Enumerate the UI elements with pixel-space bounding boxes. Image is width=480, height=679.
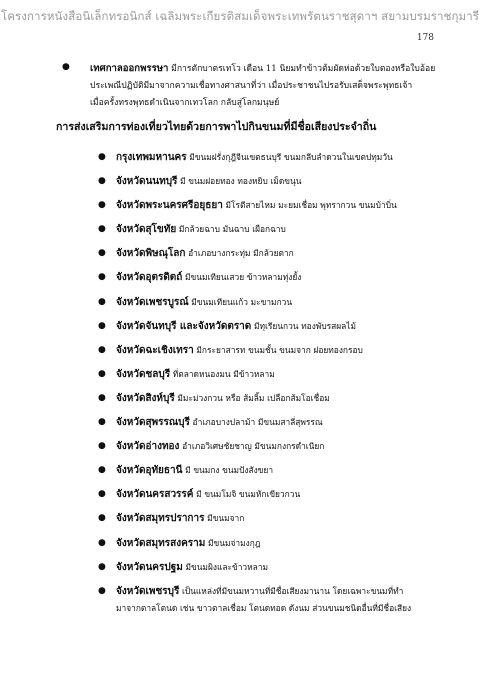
province-desserts: มีขนมผิงและข้าวหลาม bbox=[182, 561, 268, 572]
province-name: จังหวัดอุทัยธานี bbox=[116, 465, 183, 477]
bullet-icon: ● bbox=[98, 585, 106, 596]
province-name: จังหวัดสมุทรปราการ bbox=[116, 513, 205, 525]
province-desserts: มีมะม่วงกวน หรือ ส้มลิ้ม เปลือกส้มโอเชื่อม bbox=[174, 392, 330, 403]
province-name: จังหวัดนครสวรรค์ bbox=[116, 489, 194, 501]
bullet-icon: ● bbox=[98, 272, 106, 283]
list-item bbox=[98, 390, 458, 414]
list-item bbox=[98, 414, 458, 438]
list-item bbox=[98, 318, 458, 342]
province-desserts: มี ขนมฝอยทอง ทองหยิบ เม็ดขนุน bbox=[177, 176, 302, 187]
province-desserts: มีขนมเทียนแก้ว มะขามกวน bbox=[188, 296, 293, 307]
province-name: จังหวัดสุโขทัย bbox=[116, 224, 177, 236]
list-item bbox=[98, 462, 458, 486]
province-desserts: มีขนมเทียนเสวย ข้าวหลามทุ่งยั้ง bbox=[182, 272, 302, 283]
province-name: จังหวัดอ่างทอง bbox=[116, 441, 180, 453]
list-item bbox=[98, 245, 458, 269]
province-desserts-continued: มาจากตาลโตนด เช่น ขาวตาลเชื่อม โตนดทอด ดังนม ส่วนขนมชนิดอื่นที่มีชื่อเสียง bbox=[116, 602, 412, 613]
list-item bbox=[98, 173, 458, 197]
bullet-icon: ● bbox=[98, 441, 106, 452]
province-desserts: มีขนมจาก bbox=[204, 513, 245, 524]
list-item bbox=[98, 342, 458, 366]
province-dessert-list bbox=[98, 149, 458, 617]
province-desserts: มีโรตีสายไหม มะยมเชื่อม พุทรากวน ขนมบ้าบิ่น bbox=[222, 200, 397, 211]
bullet-icon: ● bbox=[98, 489, 106, 500]
province-name: จังหวัดสิงห์บุรี bbox=[116, 392, 175, 404]
province-name: จังหวัดเพชรบุรี bbox=[116, 585, 180, 597]
province-desserts: อำเภอบางกระทุ่ม มีกล้วยตาก bbox=[185, 248, 294, 259]
bullet-icon: ● bbox=[98, 537, 106, 548]
province-name: กรุงเทพมหานคร bbox=[116, 152, 187, 163]
bullet-icon: ● bbox=[98, 320, 106, 331]
province-name: จังหวัดพระนครศรีอยุธยา bbox=[116, 200, 223, 212]
province-name: จังหวัดนนทบุรี bbox=[116, 176, 178, 188]
bullet-icon: ● bbox=[98, 344, 106, 355]
list-item bbox=[98, 510, 458, 534]
intro-term: เทศกาลออกพรรษา bbox=[90, 63, 169, 74]
list-item bbox=[98, 583, 458, 617]
bullet-icon: ● bbox=[98, 200, 106, 211]
bullet-icon: ● bbox=[62, 62, 70, 72]
province-desserts: อำเภอบางปลาม้า มีขนมสาลี่สุพรรณ bbox=[189, 417, 323, 428]
bullet-icon: ● bbox=[98, 152, 106, 162]
intro-line-2: ประเพณีปฏิบัติมีมาจากความเชื่อทางศาสนาที่ว่า เมื่อประชาชนไปรอรับเสด็จพระพุทธเจ้า bbox=[90, 81, 413, 91]
page-number: 178 bbox=[416, 33, 434, 43]
province-name: จังหวัดเพชรบูรณ์ bbox=[116, 296, 189, 308]
province-name: จังหวัดฉะเชิงเทรา bbox=[116, 344, 194, 356]
section-title: การส่งเสริมการท่องเที่ยวไทยด้วยการพาไปกินขนมที่มีชื่อเสียงประจำถิ่น bbox=[56, 121, 377, 133]
province-desserts: มี ขนมโมจิ ขนมหักเขียวกวน bbox=[193, 489, 301, 500]
province-name: จังหวัดพิษณุโลก bbox=[116, 248, 186, 260]
bullet-icon: ● bbox=[98, 392, 106, 403]
province-name: จังหวัดชลบุรี bbox=[116, 368, 171, 380]
province-desserts: มีขนมฝรั่งกุฎีจีนเขตธนบุรี ขนมกลีบลำดวนในเขตปทุมวัน bbox=[186, 152, 393, 162]
list-item bbox=[98, 149, 458, 173]
intro-line-1 bbox=[70, 60, 450, 78]
bullet-icon: ● bbox=[98, 561, 106, 572]
province-name: จังหวัดนครปฐม bbox=[116, 561, 183, 573]
province-desserts: มีทุเรียนกวน ทองพับรสผลไม้ bbox=[251, 320, 357, 331]
bullet-icon: ● bbox=[98, 248, 106, 259]
bullet-icon: ● bbox=[98, 465, 106, 476]
province-name: จังหวัดสมุทรสงคราม bbox=[116, 537, 206, 549]
list-item bbox=[98, 438, 458, 462]
province-name: จังหวัดจันทบุรี และจังหวัดตราด bbox=[116, 320, 252, 332]
list-item bbox=[98, 221, 458, 245]
province-desserts: ที่ตลาดหนองมน มีข้าวหลาม bbox=[170, 368, 275, 379]
province-desserts: มีกล้วยฉาบ มันฉาบ เผือกฉาบ bbox=[176, 224, 286, 235]
bullet-icon: ● bbox=[98, 513, 106, 524]
list-item bbox=[98, 294, 458, 318]
list-item bbox=[98, 559, 458, 583]
list-item bbox=[98, 535, 458, 559]
province-desserts: มี ขนมกง ขนมปังสังขยา bbox=[182, 465, 274, 476]
province-name: จังหวัดสุพรรณบุรี bbox=[116, 417, 190, 429]
intro-paragraph bbox=[62, 60, 450, 112]
intro-text-1: มีการตักบาตรเทโว เดือน 11 นิยมทำข้าวต้มผัดห่อด้วยใบตองหรือใบอ้อย bbox=[168, 64, 436, 74]
list-item bbox=[98, 197, 458, 221]
bullet-icon: ● bbox=[98, 417, 106, 428]
province-desserts: มีขนมจ่ามงกุฎ bbox=[205, 537, 261, 548]
page-header: โครงการหนังสือนิเล็กทรอนิกส์ เฉลิมพระเกียรติสมเด็จพระเทพรัตนราชสุดาฯ สยามบรมราชกุมารี bbox=[0, 9, 480, 23]
bullet-icon: ● bbox=[98, 176, 106, 187]
province-desserts: เป็นแหล่งที่มีขนมหวานที่มีชื่อเสียงมานาน โดยเฉพาะขนมที่ทำ bbox=[179, 585, 404, 596]
province-name: จังหวัดอุตรดิตถ์ bbox=[116, 272, 183, 284]
province-desserts: มีกระยาสารท ขนมชั้น ขนมจาก ฝอยทองกรอบ bbox=[193, 344, 363, 355]
list-item bbox=[98, 486, 458, 510]
bullet-icon: ● bbox=[98, 296, 106, 307]
bullet-icon: ● bbox=[98, 224, 106, 235]
list-item bbox=[98, 269, 458, 293]
province-desserts: อำเภอวิเศษชัยชาญ มีขนมกงกรดำเนียก bbox=[179, 441, 325, 452]
bullet-icon: ● bbox=[98, 368, 106, 379]
intro-line-3: เมื่อครั้งทรงพุทธดำเนินจากเทวโลก กลับสู่โลกมนุษย์ bbox=[90, 98, 280, 108]
list-item bbox=[98, 366, 458, 390]
